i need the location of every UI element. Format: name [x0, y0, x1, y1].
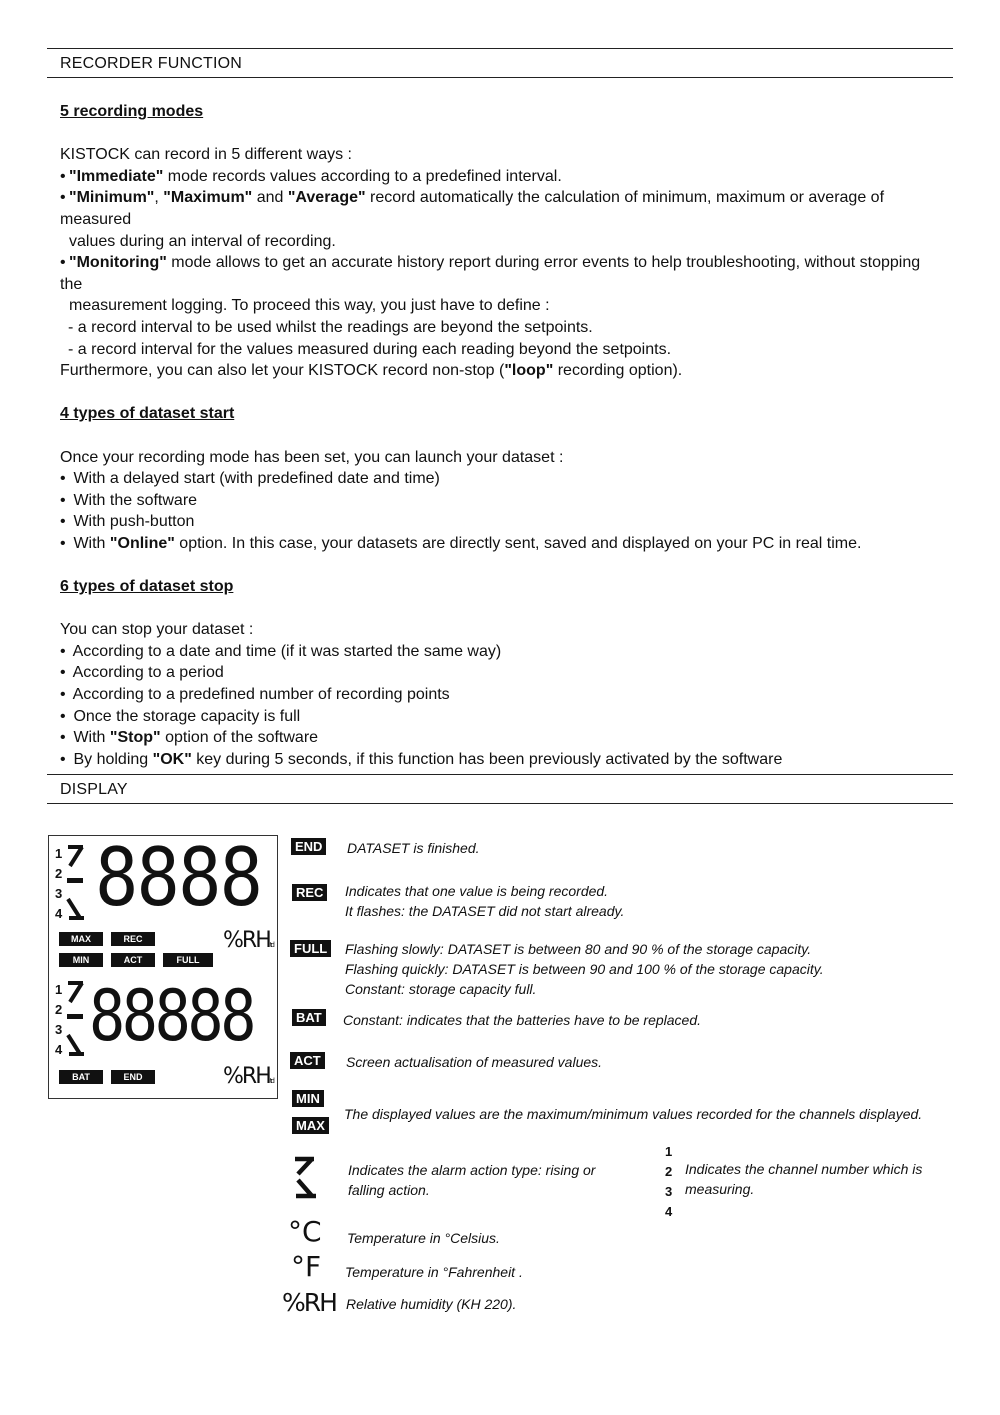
monitoring-sub-item: - a record interval to be used whilst the readings are beyond the setpoints.: [68, 318, 593, 336]
legend-badge-act: ACT: [290, 1052, 325, 1069]
channel-number: 1: [665, 1144, 673, 1159]
lcd-badge-max: MAX: [59, 932, 103, 946]
channel-number: 3: [55, 886, 63, 901]
lcd-bottom-digits: 88888: [89, 975, 254, 1057]
lcd-badge-rec: REC: [111, 932, 155, 946]
section-title-display: DISPLAY: [60, 781, 128, 798]
section-rule-top: [47, 48, 953, 49]
channel-number: 4: [665, 1204, 673, 1219]
legend-text-full: Flashing slowly: DATASET is between 80 and 90 % of the storage capacity. Flashing quickly: DATASET is between 90 and 100 % of the storage capacity. Constant: storage capacity full.: [345, 941, 824, 997]
channel-number: 1: [55, 846, 63, 861]
legend-text-act: Screen actualisation of measured values.: [346, 1054, 603, 1070]
channel-number: 1: [55, 982, 63, 997]
modes-intro: KISTOCK can record in 5 different ways :: [60, 146, 352, 164]
mode-item-monitoring: • "Monitoring" mode allows to get an accurate history report during error events to help troubleshooting, without stopping the: [60, 254, 921, 293]
lcd-unit-bottom: %RHtd: [223, 1064, 273, 1089]
section-title-recorder: RECORDER FUNCTION: [60, 55, 243, 72]
stop-intro: You can stop your dataset :: [60, 621, 254, 639]
stop-heading: 6 types of dataset stop: [60, 578, 234, 596]
celsius-icon: °C: [288, 1215, 322, 1248]
start-list-item: • With push-button: [60, 513, 195, 531]
channel-number: 2: [665, 1164, 673, 1179]
start-list-item: • With "Online" option. In this case, your datasets are directly sent, saved and displayed on your PC in real time.: [60, 534, 862, 552]
section-rule-bottom: [47, 803, 953, 804]
stop-list-item: • Once the storage capacity is full: [60, 707, 301, 725]
legend-text-fahrenheit: Temperature in °Fahrenheit .: [345, 1264, 523, 1280]
relative-humidity-icon: %RH: [282, 1288, 336, 1317]
start-heading: 4 types of dataset start: [60, 405, 235, 423]
legend-text-end: DATASET is finished.: [347, 840, 480, 856]
mode-item-monitoring-cont: measurement logging. To proceed this way, you just have to define :: [69, 297, 550, 315]
alarm-arrows-icon: [65, 844, 87, 922]
loop-option-text: Furthermore, you can also let your KISTOCK record non-stop ("loop" recording option).: [60, 362, 683, 380]
channel-number: 3: [665, 1184, 673, 1199]
alarm-arrows-icon: [65, 980, 87, 1058]
legend-badge-max: MAX: [292, 1117, 329, 1134]
mode-item-immediate: • "Immediate" mode records values according to a predefined interval.: [60, 167, 562, 185]
lcd-badge-full: FULL: [163, 953, 213, 967]
channel-number: 2: [55, 1002, 63, 1017]
legend-badge-rec: REC: [292, 884, 327, 901]
stop-list-item: • According to a period: [60, 664, 224, 682]
legend-badge-end: END: [291, 838, 326, 855]
legend-text-rh: Relative humidity (KH 220).: [346, 1296, 517, 1312]
legend-text-celsius: Temperature in °Celsius.: [347, 1230, 500, 1246]
legend-text-minmax: The displayed values are the maximum/minimum values recorded for the channels displayed.: [344, 1106, 923, 1122]
legend-text-rec: Indicates that one value is being recorded. It flashes: the DATASET did not start already.: [345, 883, 625, 919]
lcd-badge-end: END: [111, 1070, 155, 1084]
section-rule-top: [47, 774, 953, 775]
channel-number: 4: [55, 1042, 63, 1057]
fahrenheit-icon: °F: [291, 1250, 322, 1283]
lcd-badge-act: ACT: [111, 953, 155, 967]
legend-text-channel: Indicates the channel number which is measuring.: [685, 1161, 923, 1197]
legend-badge-bat: BAT: [292, 1009, 326, 1026]
start-list-item: • With a delayed start (with predefined date and time): [60, 470, 440, 488]
section-rule-bottom: [47, 77, 953, 78]
stop-list-item: • According to a predefined number of recording points: [60, 686, 450, 704]
legend-badge-full: FULL: [290, 940, 331, 957]
mode-item-min-max-avg-cont: values during an interval of recording.: [69, 232, 336, 250]
legend-text-bat: Constant: indicates that the batteries have to be replaced.: [343, 1012, 702, 1028]
legend-text-alarm: Indicates the alarm action type: rising or falling action.: [348, 1162, 596, 1198]
channel-number: 2: [55, 866, 63, 881]
legend-badge-min: MIN: [292, 1090, 324, 1107]
start-intro: Once your recording mode has been set, you can launch your dataset :: [60, 448, 564, 466]
channel-number: 3: [55, 1022, 63, 1037]
mode-item-min-max-avg: • "Minimum", "Maximum" and "Average" record automatically the calculation of minimum, maximum or average of measured: [60, 189, 885, 228]
stop-list-item: • By holding "OK" key during 5 seconds, if this function has been previously activated by the software: [60, 750, 783, 768]
lcd-badge-min: MIN: [59, 953, 103, 967]
lcd-badge-bat: BAT: [59, 1070, 103, 1084]
lcd-display-illustration: [48, 831, 278, 1099]
monitoring-sub-item: - a record interval for the values measured during each reading beyond the setpoints.: [68, 340, 672, 358]
start-list-item: • With the software: [60, 491, 198, 509]
stop-list-item: • According to a date and time (if it was started the same way): [60, 642, 502, 660]
stop-list-item: • With "Stop" option of the software: [60, 729, 319, 747]
lcd-top-digits: 8888: [95, 831, 262, 924]
alarm-arrows-icon: [292, 1156, 320, 1200]
lcd-unit-top: %RHtd: [223, 928, 273, 953]
modes-heading: 5 recording modes: [60, 103, 204, 120]
channel-number: 4: [55, 906, 63, 921]
recording-modes-block: [60, 101, 940, 770]
